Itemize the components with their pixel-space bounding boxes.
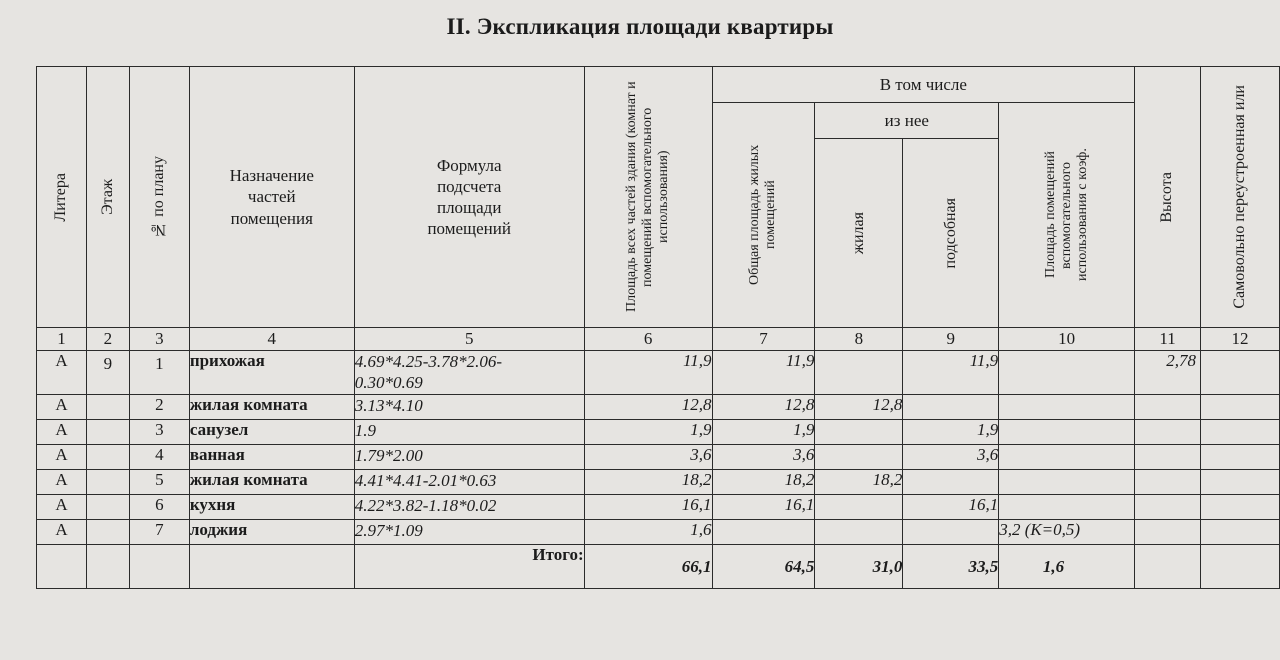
cell-name: жилая комната (189, 395, 354, 420)
cell-k (999, 495, 1135, 520)
cell-samovolno (1201, 445, 1280, 470)
cell-living (815, 445, 903, 470)
cell-etazh (86, 520, 129, 545)
col-num: 1 (37, 328, 87, 351)
cell-no: 2 (129, 395, 189, 420)
cell-area-total: 3,6 (712, 445, 815, 470)
totals-aux: 33,5 (903, 545, 999, 589)
cell-formula: 1.9 (354, 420, 584, 445)
cell-k (999, 351, 1135, 395)
cell-height (1135, 420, 1201, 445)
cell-area-all: 18,2 (584, 470, 712, 495)
cell-no: 7 (129, 520, 189, 545)
header-vspomog: Площадь помещений вспомогательного использования с коэф. (999, 103, 1135, 328)
header-v-tom-chisle: В том числе (712, 67, 1135, 103)
cell-empty (129, 545, 189, 589)
cell-formula: 4.22*3.82-1.18*0.02 (354, 495, 584, 520)
col-num: 12 (1201, 328, 1280, 351)
cell-living (815, 495, 903, 520)
cell-living (815, 520, 903, 545)
cell-area-all: 16,1 (584, 495, 712, 520)
col-num: 7 (712, 328, 815, 351)
table-row (37, 470, 1280, 495)
cell-aux (903, 520, 999, 545)
cell-area-all: 3,6 (584, 445, 712, 470)
cell-height (1135, 520, 1201, 545)
totals-area-total: 64,5 (712, 545, 815, 589)
cell-area-total: 18,2 (712, 470, 815, 495)
cell-living: 12,8 (815, 395, 903, 420)
cell-height (1135, 395, 1201, 420)
cell-area-total: 12,8 (712, 395, 815, 420)
cell-litera: А (37, 470, 87, 495)
header-zhilaya: жилая (815, 139, 903, 328)
cell-k (999, 445, 1135, 470)
cell-no: 1 (129, 351, 189, 395)
column-numbers-row (37, 328, 1280, 351)
cell-litera: А (37, 495, 87, 520)
cell-k: 3,2 (К=0,5) (999, 520, 1135, 545)
header-vysota: Высота (1135, 67, 1201, 328)
cell-empty (37, 545, 87, 589)
totals-k: 1,6 (999, 545, 1135, 589)
header-iz-nee: из нее (815, 103, 999, 139)
cell-etazh (86, 395, 129, 420)
cell-no: 4 (129, 445, 189, 470)
cell-height (1135, 445, 1201, 470)
cell-samovolno (1201, 495, 1280, 520)
cell-name: жилая комната (189, 470, 354, 495)
cell-no: 6 (129, 495, 189, 520)
cell-empty (1201, 545, 1280, 589)
cell-k (999, 395, 1135, 420)
cell-empty (86, 545, 129, 589)
cell-litera: А (37, 520, 87, 545)
cell-name: кухня (189, 495, 354, 520)
cell-k (999, 470, 1135, 495)
totals-area-all: 66,1 (584, 545, 712, 589)
cell-aux (903, 395, 999, 420)
table-row (37, 351, 1280, 395)
header-no-po-planu: № по плану (129, 67, 189, 328)
cell-living: 18,2 (815, 470, 903, 495)
cell-k (999, 420, 1135, 445)
cell-area-all: 1,9 (584, 420, 712, 445)
cell-empty (189, 545, 354, 589)
col-num: 9 (903, 328, 999, 351)
cell-samovolno (1201, 470, 1280, 495)
cell-aux: 3,6 (903, 445, 999, 470)
cell-living (815, 351, 903, 395)
cell-no: 5 (129, 470, 189, 495)
cell-area-total: 1,9 (712, 420, 815, 445)
cell-aux: 1,9 (903, 420, 999, 445)
header-formula: Формула подсчета площади помещений (354, 67, 584, 328)
cell-samovolno (1201, 395, 1280, 420)
header-podsobnaya: подсобная (903, 139, 999, 328)
cell-etazh: 9 (86, 351, 129, 395)
col-num: 3 (129, 328, 189, 351)
cell-aux (903, 470, 999, 495)
cell-litera: А (37, 351, 87, 395)
col-num: 4 (189, 328, 354, 351)
cell-samovolno (1201, 520, 1280, 545)
cell-litera: А (37, 420, 87, 445)
cell-height (1135, 470, 1201, 495)
totals-row (37, 545, 1280, 589)
header-obshchaya: Общая площадь жилых помещений (712, 103, 815, 328)
cell-etazh (86, 420, 129, 445)
totals-living: 31,0 (815, 545, 903, 589)
table-row (37, 445, 1280, 470)
cell-samovolno (1201, 420, 1280, 445)
cell-area-total (712, 520, 815, 545)
cell-area-all: 12,8 (584, 395, 712, 420)
cell-no: 3 (129, 420, 189, 445)
cell-area-all: 11,9 (584, 351, 712, 395)
cell-samovolno (1201, 351, 1280, 395)
table-row (37, 495, 1280, 520)
cell-name: прихожая (189, 351, 354, 395)
cell-name: санузел (189, 420, 354, 445)
header-litera: Литера (37, 67, 87, 328)
cell-empty (1135, 545, 1201, 589)
cell-formula: 3.13*4.10 (354, 395, 584, 420)
cell-living (815, 420, 903, 445)
col-num: 11 (1135, 328, 1201, 351)
header-etazh: Этаж (86, 67, 129, 328)
col-num: 8 (815, 328, 903, 351)
cell-litera: А (37, 395, 87, 420)
totals-label: Итого: (354, 545, 584, 589)
col-num: 6 (584, 328, 712, 351)
cell-area-all: 1,6 (584, 520, 712, 545)
cell-aux: 16,1 (903, 495, 999, 520)
cell-formula: 1.79*2.00 (354, 445, 584, 470)
cell-height: 2,78 (1135, 351, 1201, 395)
cell-aux: 11,9 (903, 351, 999, 395)
col-num: 2 (86, 328, 129, 351)
table-row (37, 420, 1280, 445)
cell-formula: 2.97*1.09 (354, 520, 584, 545)
header-ploshchad-vsekh: Площадь всех частей здания (комнат и помещений вспомогательного использования) (584, 67, 712, 328)
header-samovolno: Самовольно переустроенная или (1201, 67, 1280, 328)
cell-litera: А (37, 445, 87, 470)
col-num: 10 (999, 328, 1135, 351)
cell-name: лоджия (189, 520, 354, 545)
col-num: 5 (354, 328, 584, 351)
explication-table (36, 66, 1280, 589)
cell-area-total: 11,9 (712, 351, 815, 395)
cell-height (1135, 495, 1201, 520)
table-row (37, 520, 1280, 545)
page-title: II. Экспликация площади квартиры (446, 14, 834, 39)
header-naznachenie: Назначение частей помещения (189, 67, 354, 328)
cell-etazh (86, 445, 129, 470)
cell-area-total: 16,1 (712, 495, 815, 520)
cell-formula: 4.69*4.25-3.78*2.06-0.30*0.69 (354, 351, 584, 395)
cell-etazh (86, 470, 129, 495)
table-row (37, 395, 1280, 420)
cell-etazh (86, 495, 129, 520)
cell-name: ванная (189, 445, 354, 470)
cell-formula: 4.41*4.41-2.01*0.63 (354, 470, 584, 495)
